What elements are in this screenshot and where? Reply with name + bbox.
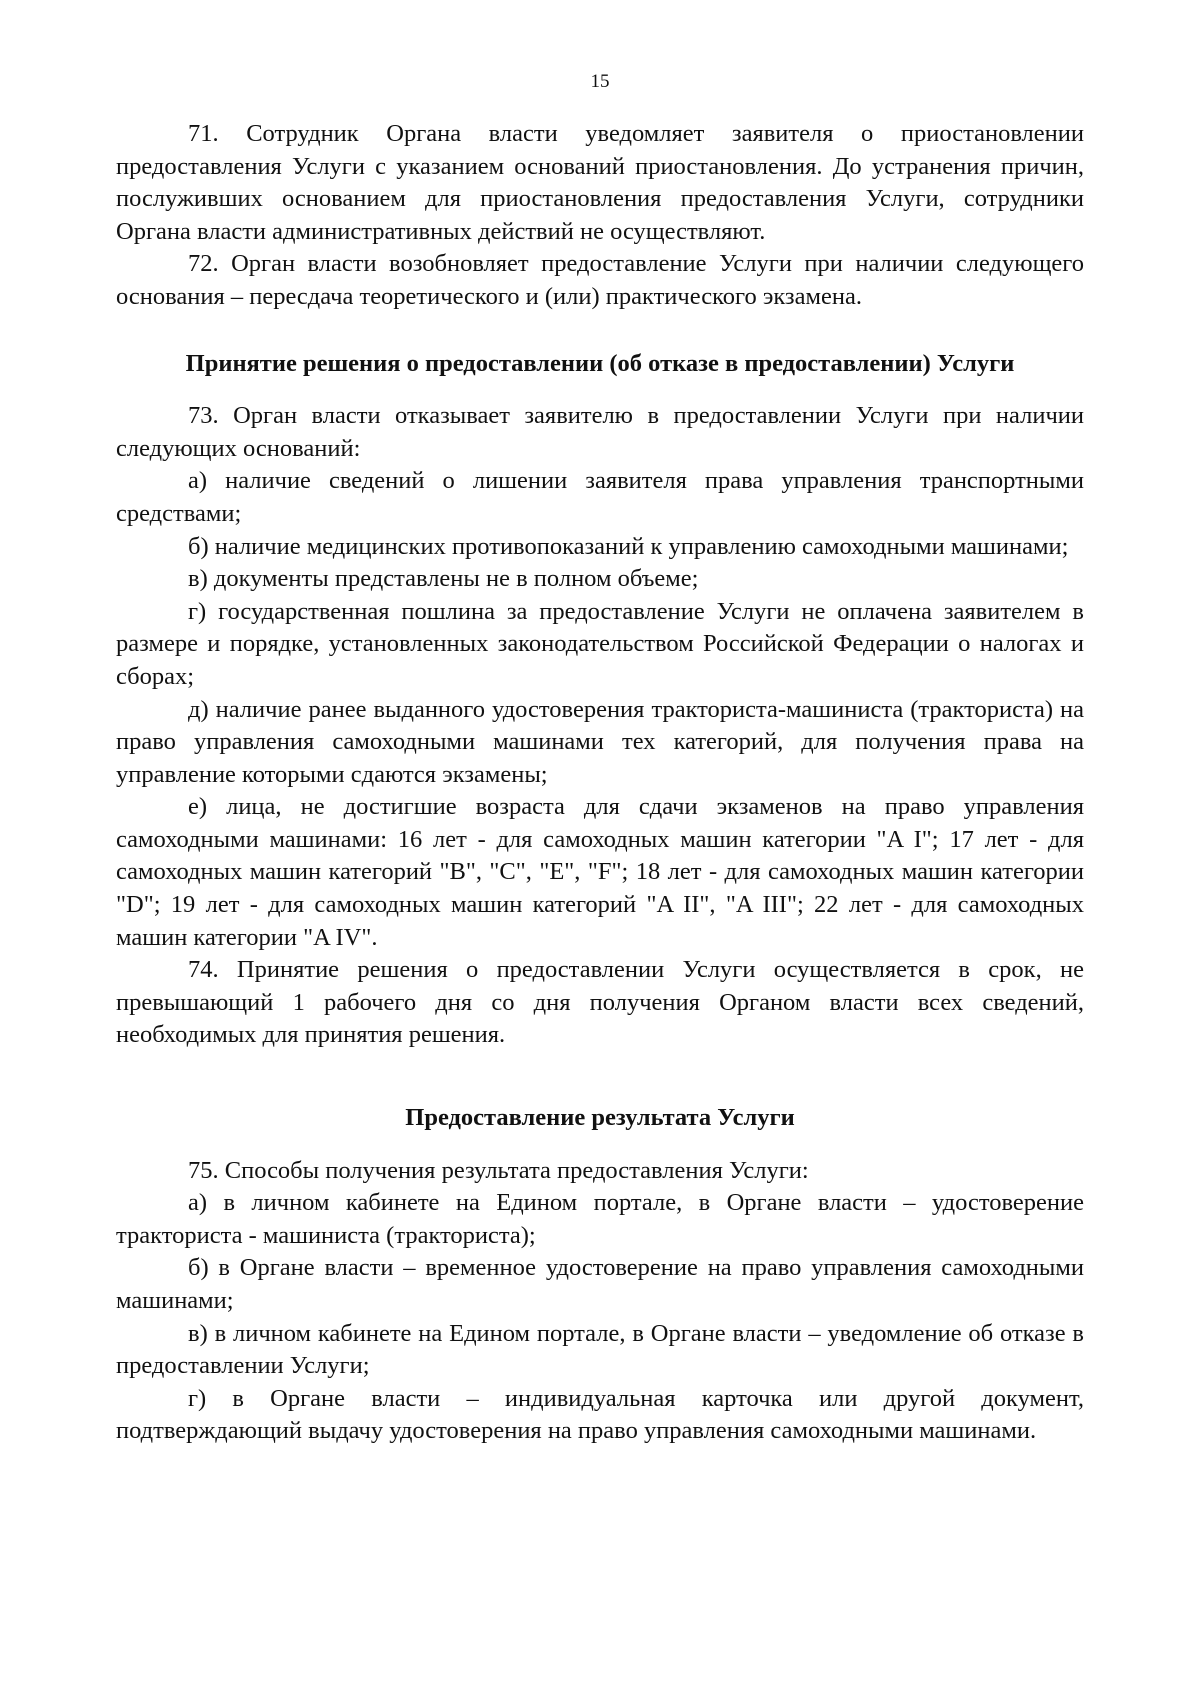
paragraph-73: 73. Орган власти отказывает заявителю в предоставлении Услуги при наличии следующих оснований: [116, 402, 1084, 462]
list-item-73-a: а) наличие сведений о лишении заявителя права управления транспортными средствами; [116, 467, 1084, 527]
list-item-73-d: д) наличие ранее выданного удостоверения тракториста-машиниста (тракториста) на право управления самоходными машинами тех категорий, для получения права на управление которыми сдаются экзамены; [116, 695, 1084, 788]
paragraph-74: 74. Принятие решения о предоставлении Услуги осуществляется в срок, не превышающий 1 рабочего дня со дня получения Органом власти всех сведений, необходимых для принятия решения. [116, 956, 1084, 1049]
list-item-73-b: б) наличие медицинских противопоказаний к управлению самоходными машинами; [188, 532, 1069, 560]
list-item-73-e: е) лица, не достигшие возраста для сдачи экзаменов на право управления самоходными машинами: 16 лет - для самоходных машин категории "A I"; 17 лет - для самоходных машин категорий "B", "C", "E", "F"; 18 лет - для самоходных машин категории "D"; 19 лет - для самоходных машин категорий "A II", "A III"; 22 лет - для самоходных машин категории "A IV". [116, 793, 1084, 951]
list-item-75-b: б) в Органе власти – временное удостоверение на право управления самоходными машинами; [116, 1254, 1084, 1314]
page-number: 15 [590, 71, 610, 92]
list-item-75-a: а) в личном кабинете на Едином портале, в Органе власти – удостоверение тракториста - машиниста (тракториста); [116, 1189, 1084, 1249]
list-item-75-g: г) в Органе власти – индивидуальная карточка или другой документ, подтверждающий выдачу удостоверения на право управления самоходными машинами. [116, 1384, 1084, 1445]
paragraph-75: 75. Способы получения результата предоставления Услуги: [188, 1156, 809, 1184]
section-heading-decision: Принятие решения о предоставлении (об отказе в предоставлении) Услуги [185, 349, 1015, 377]
list-item-75-v: в) в личном кабинете на Едином портале, в Органе власти – уведомление об отказе в предоставлении Услуги; [116, 1319, 1084, 1380]
section-heading-result: Предоставление результата Услуги [405, 1104, 795, 1132]
list-item-73-v: в) документы представлены не в полном объеме; [188, 565, 699, 593]
list-item-73-g: г) государственная пошлина за предоставление Услуги не оплачена заявителем в размере и порядке, установленных законодательством Российской Федерации о налогах и сборах; [116, 597, 1084, 690]
paragraph-72: 72. Орган власти возобновляет предоставление Услуги при наличии следующего основания – пересдача теоретического и (или) практического экзамена. [116, 250, 1084, 310]
document-body [116, 118, 1084, 1448]
paragraph-71: 71. Сотрудник Органа власти уведомляет заявителя о приостановлении предоставления Услуги с указанием оснований приостановления. До устранения причин, послуживших основанием для приостановления предоставления Услуги, сотрудники Органа власти административных действий не осуществляют. [116, 120, 1084, 245]
